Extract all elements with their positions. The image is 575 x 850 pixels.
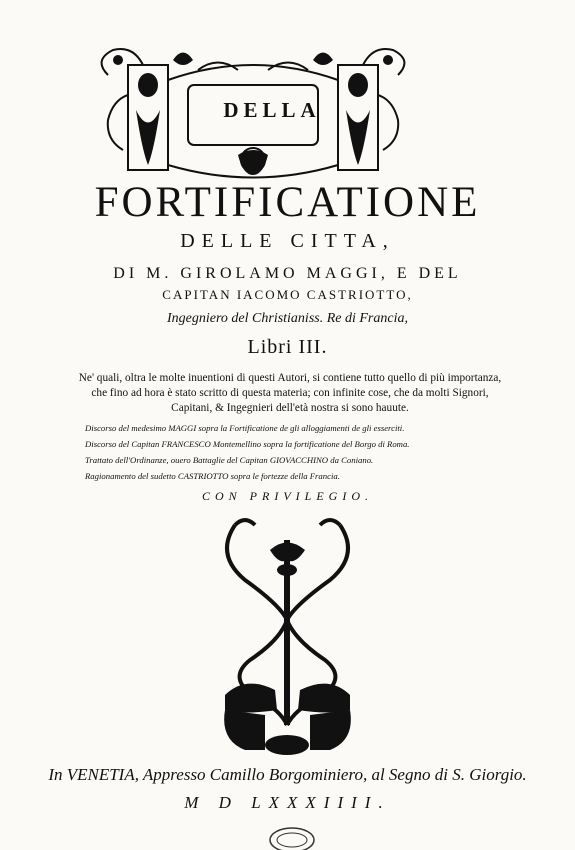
- discorso-item: Discorso del medesimo MAGGI sopra la Fortificatione de gli alloggiamenti de gli esserciti.: [85, 423, 405, 433]
- title-subtitle: DELLE CITTA,: [180, 230, 395, 252]
- della-heading: DELLA: [223, 98, 321, 122]
- imprint-line: In VENETIA, Appresso Camillo Borgominiero, al Segno di S. Giorgio.: [48, 765, 527, 784]
- description-paragraph: Ne' quali, oltra le molte inuentioni di questi Autori, si contiene tutto quello di più importanza, che fino ad hora è stato scritto di questa materia; con infinite cose, che da molti Signori, Capitani, & Ingegnieri dell'età nostra si sono hauute.: [78, 372, 502, 414]
- libri-count: Libri III.: [247, 336, 328, 358]
- library-stamp-icon: [262, 826, 322, 850]
- discorso-item: Trattato dell'Ordinanze, ouero Battaglie del Capitan GIOVACCHINO da Coniano.: [85, 455, 374, 465]
- caduceus-emblem-icon: [205, 510, 370, 765]
- author-line-2: CAPITAN IACOMO CASTRIOTTO,: [162, 287, 413, 302]
- discorso-item: Ragionamento del sudetto CASTRIOTTO sopra le fortezze della Francia.: [85, 471, 340, 481]
- publication-year: M D LXXXIIII.: [184, 793, 391, 812]
- privilege-notice: CON PRIVILEGIO.: [202, 489, 373, 503]
- author-role: Ingegniero del Christianiss. Re di Francia,: [167, 311, 408, 326]
- page-title: FORTIFICATIONE: [94, 179, 481, 226]
- discorsi-list: [85, 420, 485, 484]
- discorso-item: Discorso del Capitan FRANCESCO Montemellino sopra la fortificatione del Borgo di Roma.: [85, 439, 410, 449]
- author-line-1: DI M. GIROLAMO MAGGI, E DEL: [113, 265, 462, 282]
